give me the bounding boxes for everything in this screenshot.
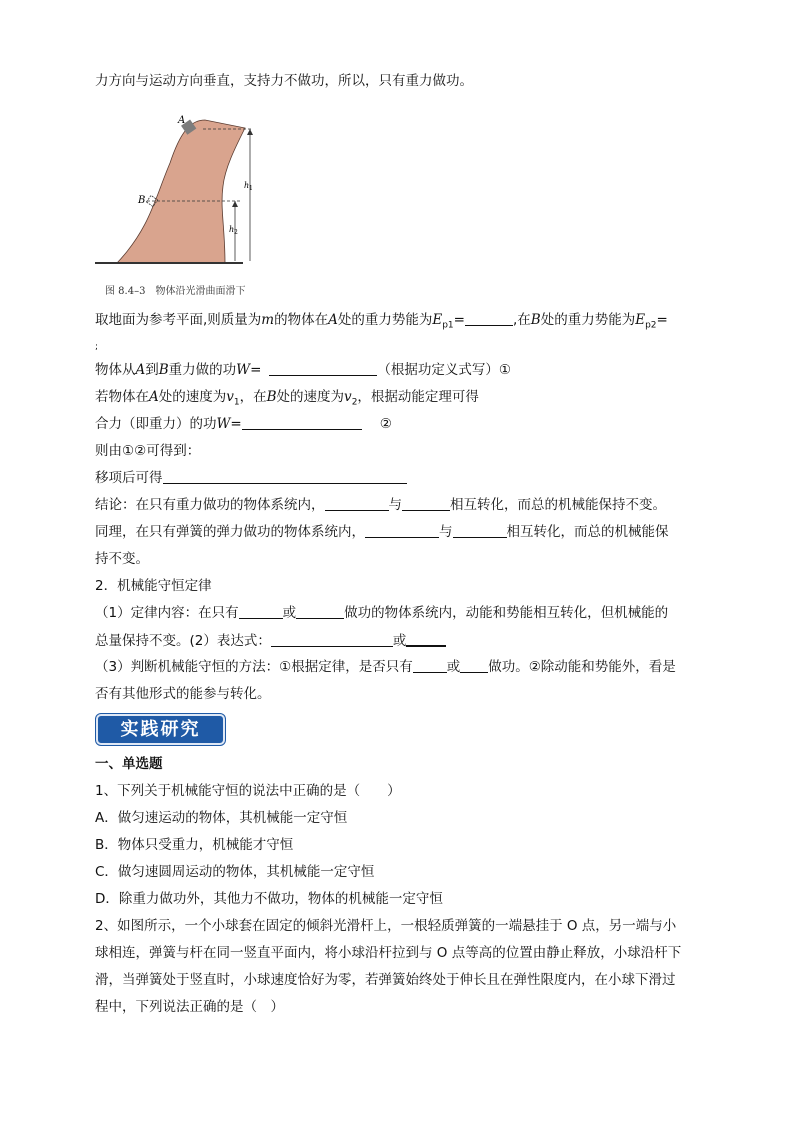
option-a[interactable]: A．做匀速运动的物体，其机械能一定守恒 xyxy=(95,810,348,826)
label-b: B xyxy=(138,195,146,206)
line-net-work: 合力（即重力）的功W= ② xyxy=(95,416,392,432)
blank-conclusion-1[interactable] xyxy=(325,496,389,511)
question-2-line-2: 球相连，弹簧与杆在同一竖直平面内，将小球沿杆拉到与 O 点等高的位置由静止释放，小球沿杆下 xyxy=(95,945,682,961)
line-judge-cont: 否有其他形式的能参与转化。 xyxy=(95,686,271,702)
question-1: 1、下列关于机械能守恒的说法中正确的是（ ） xyxy=(95,783,401,799)
line-spring-cont: 持不变。 xyxy=(95,551,149,567)
label-h2: h xyxy=(229,225,235,234)
line-derive: 则由①②可得到： xyxy=(95,443,201,459)
blank-expression-1[interactable] xyxy=(271,632,393,647)
section-heading: 一、单选题 xyxy=(95,756,163,772)
practice-banner xyxy=(96,714,225,745)
blank-law-2[interactable] xyxy=(296,604,344,619)
h2-arrow-head-top xyxy=(232,201,238,207)
question-2-line-3: 滑，当弹簧处于竖直时，小球速度恰好为零，若弹簧始终处于伸长且在弹性限度内，在小球下滑过 xyxy=(95,972,676,988)
option-c[interactable]: C．做匀速圆周运动的物体，其机械能一定守恒 xyxy=(95,864,375,880)
h1-arrow-head-top xyxy=(247,129,253,135)
label-a: A xyxy=(178,115,186,126)
line-conclusion: 结论：在只有重力做功的物体系统内， 与 相互转化，而总的机械能保持不变。 xyxy=(95,497,666,513)
line-work: 物体从A到B重力做的功W= （根据功定义式写）① xyxy=(95,362,511,378)
curved-slope xyxy=(117,120,245,263)
label-h2-sub: 2 xyxy=(234,229,238,236)
banner-label: 实践研究 xyxy=(120,719,201,740)
heading-law: 2．机械能守恒定律 xyxy=(95,578,212,594)
figure-caption: 图 8.4–3 物体沿光滑曲面滑下 xyxy=(105,286,246,297)
line-velocity: 若物体在A处的速度为$v_1$，在B处的速度为$v_2$，根据动能定理可得 xyxy=(95,389,479,408)
line-potential-energy: 取地面为参考平面,则质量为m的物体在A处的重力势能为$E_{p1}=$ ,在B处的重力势能为$E_{p2}=$ xyxy=(95,312,668,331)
intro-line: 力方向与运动方向垂直，支持力不做功，所以，只有重力做功。 xyxy=(95,73,473,89)
blank-expression-2[interactable] xyxy=(406,631,446,647)
blank-law-1[interactable] xyxy=(239,604,283,619)
line-cont: ; xyxy=(95,342,99,352)
blank-judge-2[interactable] xyxy=(460,658,488,673)
question-2-line-4: 程中，下列说法正确的是（ ） xyxy=(95,999,284,1015)
question-2-line-1: 2、如图所示，一个小球套在固定的倾斜光滑杆上，一根轻质弹簧的一端悬挂于 O 点，另一端与小 xyxy=(95,918,677,934)
blank-net-work[interactable] xyxy=(242,415,362,430)
label-h1-sub: 1 xyxy=(249,185,253,192)
option-d[interactable]: D．除重力做功外，其他力不做功，物体的机械能一定守恒 xyxy=(95,891,443,907)
slope-figure xyxy=(95,108,275,270)
blank-spring-1[interactable] xyxy=(365,523,439,538)
option-b[interactable]: B．物体只受重力，机械能才守恒 xyxy=(95,837,294,853)
blank-rearrange[interactable] xyxy=(163,469,407,484)
blank-conclusion-2[interactable] xyxy=(402,496,450,511)
blank-work[interactable] xyxy=(269,361,377,376)
blank-judge-1[interactable] xyxy=(413,658,447,673)
blank-spring-2[interactable] xyxy=(453,523,507,538)
line-expression: 总量保持不变。(2）表达式： 或 xyxy=(95,631,446,650)
line-rearrange: 移项后可得 xyxy=(95,469,407,487)
line-judge-method: （3）判断机械能守恒的方法：①根据定律，是否只有 或 做功。②除动能和势能外，看是 xyxy=(95,659,676,675)
line-spring: 同理，在只有弹簧的弹力做功的物体系统内， 与 相互转化，而总的机械能保 xyxy=(95,524,669,540)
line-law-content: （1）定律内容：在只有 或 做功的物体系统内，动能和势能相互转化，但机械能的 xyxy=(95,605,669,621)
blank-ep1[interactable] xyxy=(465,311,513,326)
label-h1: h xyxy=(244,181,250,190)
